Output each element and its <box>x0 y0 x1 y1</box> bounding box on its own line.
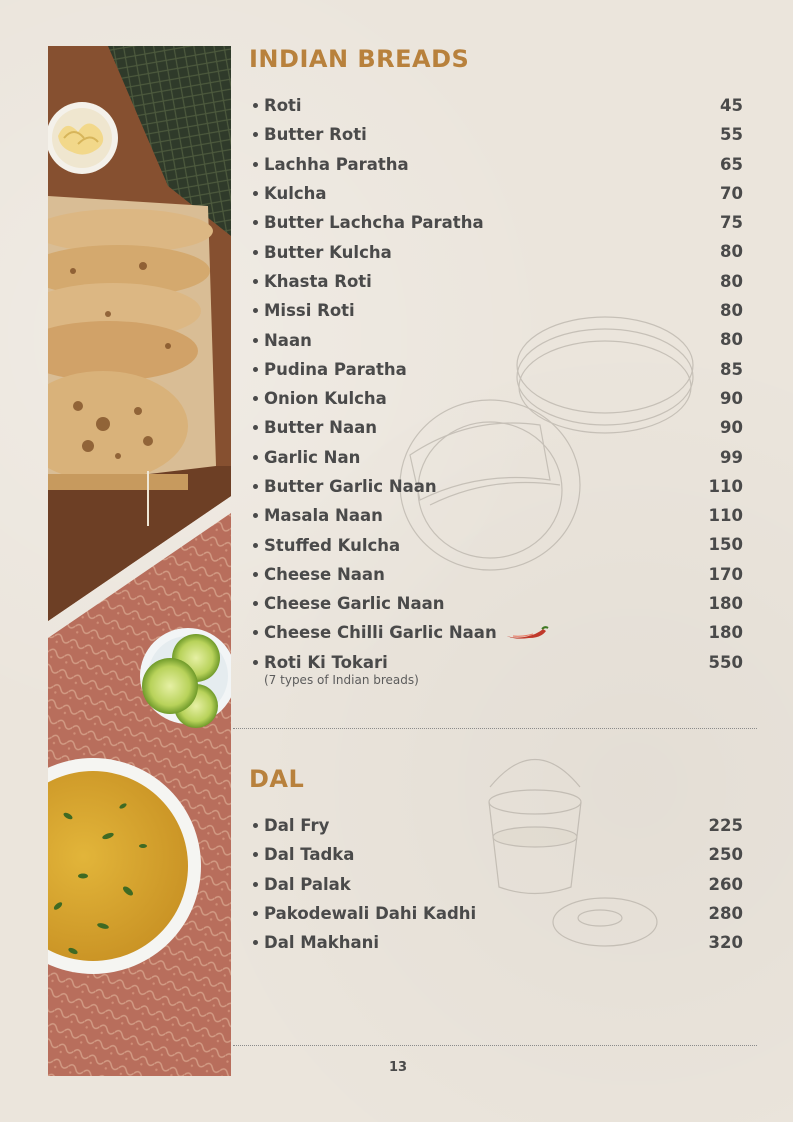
item-name: Dal Fry <box>264 816 330 836</box>
menu-item <box>249 530 743 559</box>
item-name: Stuffed Kulcha <box>264 535 401 555</box>
item-price: 90 <box>720 388 743 408</box>
menu-item <box>249 840 743 869</box>
menu-item <box>249 899 743 928</box>
indian-breads-heading: INDIAN BREADS <box>249 45 470 73</box>
item-price: 250 <box>708 845 743 865</box>
roti-tokari-note: (7 types of Indian breads) <box>264 673 419 687</box>
item-name: Pudina Paratha <box>264 359 407 379</box>
item-price: 150 <box>708 535 743 555</box>
indian-breads-list <box>249 91 743 677</box>
bullet-icon <box>253 338 258 343</box>
item-price: 90 <box>720 418 743 438</box>
menu-item <box>249 811 743 840</box>
item-price: 180 <box>708 594 743 614</box>
bullet-icon <box>253 396 258 401</box>
item-price: 85 <box>720 359 743 379</box>
item-name: Dal Tadka <box>264 845 355 865</box>
bullet-icon <box>253 250 258 255</box>
bullet-icon <box>253 162 258 167</box>
menu-item <box>249 355 743 384</box>
bullet-icon <box>253 484 258 489</box>
item-name: Roti <box>264 96 302 116</box>
item-price: 110 <box>708 476 743 496</box>
item-price: 260 <box>708 874 743 894</box>
item-price: 170 <box>708 564 743 584</box>
bullet-icon <box>253 220 258 225</box>
item-name: Cheese Garlic Naan <box>264 594 445 614</box>
item-name: Onion Kulcha <box>264 389 387 409</box>
bullet-icon <box>253 911 258 916</box>
menu-item <box>249 560 743 589</box>
bullet-icon <box>253 103 258 108</box>
menu-item <box>249 443 743 472</box>
bullet-icon <box>253 425 258 430</box>
item-price: 80 <box>720 330 743 350</box>
item-name: Naan <box>264 330 312 350</box>
item-price: 65 <box>720 154 743 174</box>
bullet-icon <box>253 132 258 137</box>
food-photo-column <box>48 46 231 1076</box>
bullet-icon <box>253 191 258 196</box>
item-name: Dal Palak <box>264 874 351 894</box>
item-name: Butter Roti <box>264 125 367 145</box>
menu-item <box>249 413 743 442</box>
item-name: Missi Roti <box>264 301 355 321</box>
section-divider <box>233 728 757 729</box>
item-name: Cheese Chilli Garlic Naan <box>264 623 497 643</box>
item-name: Khasta Roti <box>264 271 372 291</box>
item-price: 99 <box>720 447 743 467</box>
menu-item <box>249 472 743 501</box>
item-price: 225 <box>708 816 743 835</box>
item-name: Butter Naan <box>264 418 377 438</box>
item-name: Roti Ki Tokari <box>264 652 388 672</box>
item-price: 80 <box>720 271 743 291</box>
item-price: 280 <box>708 903 743 923</box>
bullet-icon <box>253 882 258 887</box>
bullet-icon <box>253 543 258 548</box>
menu-item <box>249 325 743 354</box>
item-price: 550 <box>708 652 743 672</box>
menu-item <box>249 267 743 296</box>
item-name: Butter Kulcha <box>264 242 392 262</box>
bullet-icon <box>253 601 258 606</box>
menu-item <box>249 208 743 237</box>
bullet-icon <box>253 308 258 313</box>
item-price: 320 <box>708 933 743 953</box>
page-number: 13 <box>389 1060 408 1075</box>
item-name: Cheese Naan <box>264 564 385 584</box>
menu-item <box>249 91 743 120</box>
menu-item <box>249 870 743 899</box>
item-name: Garlic Nan <box>264 447 361 467</box>
bullet-icon <box>253 279 258 284</box>
item-price: 80 <box>720 242 743 262</box>
bullet-icon <box>253 367 258 372</box>
dal-list <box>249 811 743 957</box>
menu-item <box>249 179 743 208</box>
bullet-icon <box>253 660 258 665</box>
item-name: Kulcha <box>264 184 327 204</box>
item-price: 55 <box>720 125 743 145</box>
item-name: Pakodewali Dahi Kadhi <box>264 904 477 924</box>
menu-item <box>249 120 743 149</box>
bullet-icon <box>253 572 258 577</box>
item-name: Masala Naan <box>264 506 383 526</box>
item-name: Lachha Paratha <box>264 154 409 174</box>
bullet-icon <box>253 940 258 945</box>
item-name: Butter Lachcha Paratha <box>264 213 484 233</box>
item-price: 180 <box>708 623 743 643</box>
menu-item <box>249 150 743 179</box>
bullet-icon <box>253 513 258 518</box>
menu-item <box>249 589 743 618</box>
item-name: Dal Makhani <box>264 933 380 953</box>
menu-item <box>249 928 743 957</box>
menu-item <box>249 384 743 413</box>
menu-item <box>249 237 743 266</box>
bullet-icon <box>253 630 258 635</box>
bullet-icon <box>253 455 258 460</box>
menu-item <box>249 296 743 325</box>
item-price: 45 <box>720 96 743 115</box>
item-name: Butter Garlic Naan <box>264 477 437 496</box>
item-price: 80 <box>720 301 743 321</box>
bullet-icon <box>253 823 258 828</box>
chilli-icon <box>505 626 549 640</box>
item-price: 75 <box>720 213 743 233</box>
item-price: 110 <box>708 506 743 526</box>
dal-heading: DAL <box>249 765 305 793</box>
bullet-icon <box>253 852 258 857</box>
item-price: 70 <box>720 183 743 203</box>
menu-item <box>249 618 743 647</box>
section-divider <box>233 1045 757 1046</box>
menu-item <box>249 501 743 530</box>
